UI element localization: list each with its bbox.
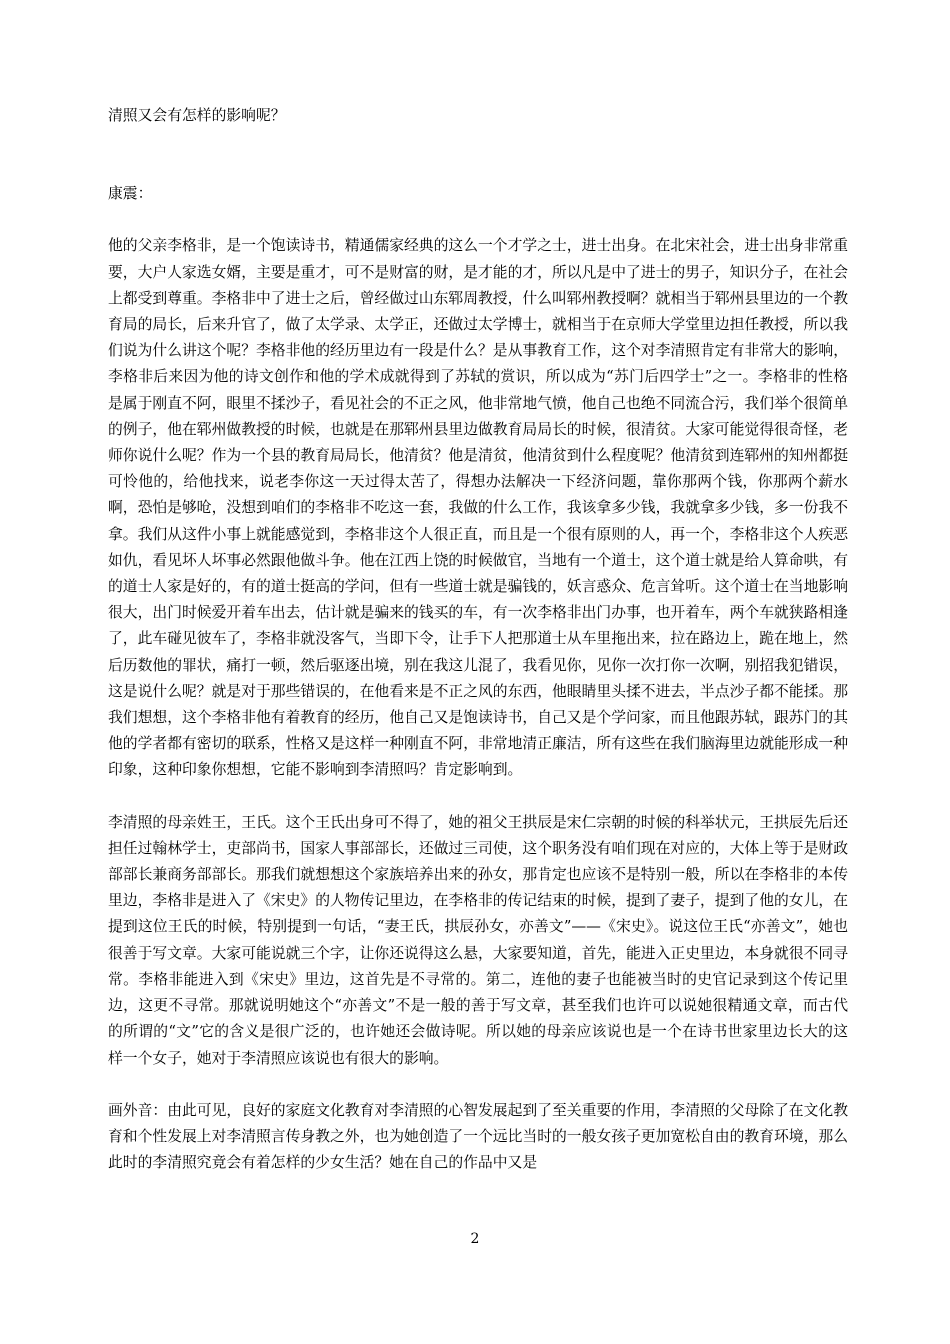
document-page — [108, 103, 848, 1176]
paragraph-voiceover: 画外音：由此可见，良好的家庭文化教育对李清照的心智发展起到了至关重要的作用，李清照的父母除了在文化教育和个性发展上对李清照言传身教之外，也为她创造了一个远比当时的一般女孩子更加宽松自由的教育环境，那么此时的李清照究竟会有着怎样的少女生活？她在自己的作品中又是 — [108, 1101, 848, 1172]
paragraph-mother: 李清照的母亲姓王，王氏。这个王氏出身可不得了，她的祖父王拱辰是宋仁宗朝的时候的科举状元，王拱辰先后还担任过翰林学士，吏部尚书，国家人事部部长，还做过三司使，这个职务没有咱们现在对应的，大体上等于是财政部部长兼商务部部长。那我们就想想这个家族培养出来的孙女，那肯定也应该不是特别一般，所以在李格非的本传里边，李格非是进入了《宋史》的人物传记里边，在李格非的传记结束的时候，提到了妻子，提到了他的女儿，在提到这位王氏的时候，特别提到一句话，“妻王氏，拱辰孙女，亦善文”——《宋史》。说这位王氏“亦善文”，她也很善于写文章。大家可能说就三个字，让你还说得这么悬，大家要知道，首先，能进入正史里边，本身就很不同寻常。李格非能进入到《宋史》里边，这首先是不寻常的。第二，连他的妻子也能被当时的史官记录到这个传记里边，这更不寻常。那就说明她这个“亦善文”不是一般的善于写文章，甚至我们也许可以说她很精通文章，而古代的所谓的“文”它的含义是很广泛的，也许她还会做诗呢。所以她的母亲应该说也是一个在诗书世家里边长大的这样一个女子，她对于李清照应该说也有很大的影响。 — [108, 813, 848, 1067]
spacer — [108, 207, 848, 233]
speaker-label: 康震： — [108, 185, 153, 203]
intro-line: 清照又会有怎样的影响呢？ — [108, 107, 286, 124]
spacer — [108, 1072, 848, 1098]
page-number: 2 — [470, 1231, 480, 1247]
paragraph-father: 他的父亲李格非，是一个饱读诗书，精通儒家经典的这么一个才学之士，进士出身。在北宋社会，进士出身非常重要，大户人家选女婿，主要是重才，可不是财富的财，是才能的才，所以凡是中了进士的男子，知识分子，在社会上都受到尊重。李格非中了进士之后，曾经做过山东郓周教授，什么叫郓州教授啊？就相当于郓州县里边的一个教育局的局长，后来升官了，做了太学录、太学正，还做过太学博士，就相当于在京师大学堂里边担任教授，所以我们说为什么讲这个呢？李格非他的经历里边有一段是什么？是从事教育工作，这个对李清照肯定有非常大的影响，李格非后来因为他的诗文创作和他的学术成就得到了苏轼的赏识，所以成为“苏门后四学士”之一。李格非的性格是属于刚直不阿，眼里不揉沙子，看见社会的不正之风，他非常地气愤，他自己也绝不同流合污，我们举个很简单的例子，他在郓州做教授的时候，也就是在那郓州县里边做教育局局长的时候，很清贫。大家可能觉得很奇怪，老师你说什么呢？作为一个县的教育局局长，他清贫？他是清贫，他清贫到什么程度呢？他清贫到连郓州的知州都挺可怜他的，给他找来，说老李你这一天过得太苦了，得想办法解决一下经济问题，靠你那两个钱，你那两个薪水啊，恐怕是够呛，没想到咱们的李格非不吃这一套，我做的什么工作，我该拿多少钱，我就拿多少钱，多一份我不拿。我们从这件小事上就能感觉到，李格非这个人很正直，而且是一个很有原则的人，再一个，李格非这个人疾恶如仇，看见坏人坏事必然跟他做斗争。他在江西上饶的时候做官，当地有一个道士，这个道士就是给人算命哄，有的道士人家是好的，有的道士挺高的学问，但有一些道士就是骗钱的，妖言惑众、危言耸听。这个道士在当地影响很大，出门时候爱开着车出去，估计就是骗来的钱买的车，有一次李格非出门办事，也开着车，两个车就狭路相逢了，此车碰见彼车了，李格非就没客气，当即下令，让手下人把那道士从车里拖出来，拉在路边上，跪在地上，然后历数他的罪状，痛打一顿，然后驱逐出境，别在我这儿混了，我看见你，见你一次打你一次啊，别招我犯错误，这是说什么呢？就是对于那些错误的，在他看来是不正之风的东西，他眼睛里头揉不进去，半点沙子都不能揉。那我们想想，这个李格非他有着教育的经历，他自己又是饱读诗书，自己又是个学问家，而且他跟苏轼，跟苏门的其他的学者都有密切的联系，性格又是这样一种刚直不阿，非常地清正廉洁，所有这些在我们脑海里边就能形成一种印象，这种印象你想想，它能不影响到李清照吗？肯定影响到。 — [108, 237, 848, 779]
spacer — [108, 129, 848, 181]
spacer — [108, 784, 848, 810]
